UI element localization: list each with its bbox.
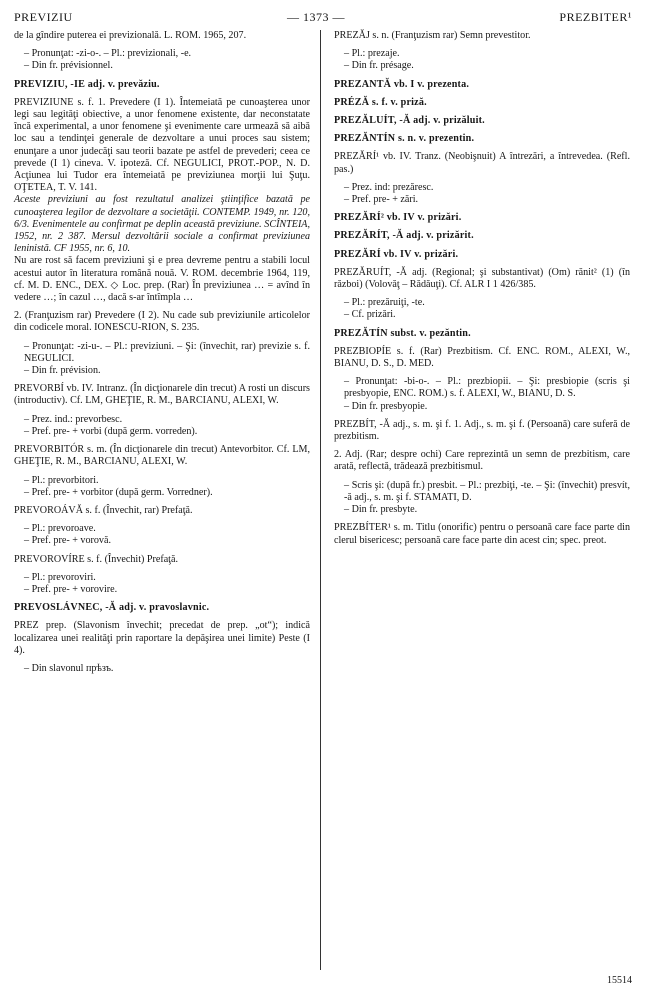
entry: PREVORBÍ vb. IV. Intranz. (În dicţionarele din trecut) A rosti un discurs (introductiv). Cf. LM, GHEŢIE, R. M., BARCIANU, ALEXI, W. [14, 383, 310, 407]
entry: PREZĂRÍ² vb. IV v. prizări. [334, 212, 462, 224]
entry: – Prez. ind: prezăresc. – Pref. pre- + zări. [344, 181, 434, 206]
entry: PREZĂLUÍT, -Ă adj. v. prizăluit. [334, 115, 485, 127]
header-left: PREVIZIU [14, 9, 73, 24]
entry: PREVORBITÓR s. m. (În dicţionarele din trecut) Antevorbitor. Cf. LM, GHEŢIE, R. M., BARCIANU, ALEXI, W. [14, 444, 310, 468]
entry: PREZĂRÍ vb. IV v. prizări. [334, 248, 459, 260]
entry: PRÉZĂ s. f. v. priză. [334, 96, 427, 108]
header-right: PREZBITER¹ [559, 9, 632, 24]
running-header [14, 8, 632, 26]
entry: PREVIZIUNE s. f. 1. Prevedere (I 1). Întemeiată pe cunoaşterea unor legi sau legităţi obiective, a unor fenomene existente, dar neconstatate încă experimental, a unor fenomene şi evenimente care urmează să aibă loc sau a tendinţei generale de dezvoltare a unui proces sau sistem; enunţare a unor judecăţi sau teorii bazate pe astfel de prevederi; ceea ce prevede (I 1) cineva. V. ipoteză. Cf. NEGULICI, PROT.-POP., N. D. Acţiunea lui Tudor era întemeiată pe previziunea morţii lui Şuţu. OŢETEA, T. V. 141. Aceste previziuni au fost rezultatul analizei ştiinţifice bazată pe cunoaşterea legilor de dezvoltare a societăţii. CONTEMP. 1949, nr. 120, 6/3. Evenimentele au confirmat pe deplin această previziune. SCÎNTEIA, 1952, nr. 2 387. Mersul dezvoltării sociale a confirmat previziunea leninistă. CF 1955, nr. 6, 10. Nu are rost să facem previziuni şi e prea devreme pentru a stabili locul acestui autor în literatura română nouă. V. ROM. decembrie 1964, 119, cf. M. D. ENC., DEX. ◇ Loc. prep. (Rar) În previziunea … = avînd în vedere …; în cazul …, dacă s-ar întîmpla … [14, 96, 310, 304]
entry: – Pronunţat: -zi-o-. – Pl.: previzionali, -e. – Din fr. prévisionnel. [24, 48, 192, 72]
entry: PREZBÍTER¹ s. m. Titlu (onorific) pentru o persoană care face parte din clerul bisericesc; persoană care face parte din acest cin; spec. preot. [334, 522, 630, 546]
entry: PREZĂRÍT, -Ă adj. v. prizărit. [334, 230, 474, 242]
entry: – Din slavonul прѣзъ. [24, 662, 114, 674]
entry: – Pl.: prezaje. – Din fr. présage. [344, 48, 414, 72]
column-divider [320, 30, 321, 970]
page-number: 15514 [607, 975, 632, 986]
left-column [14, 30, 310, 681]
entry: PREZĂTÍN subst. v. pezăntin. [334, 327, 471, 339]
entry: – Pl.: prevoroave. – Pref. pre- + vorovă. [24, 523, 111, 547]
entry: PREZĂJ s. n. (Franţuzism rar) Semn prevestitor. [334, 30, 531, 41]
entry: PREVIZIU, -IE adj. v. prevăziu. [14, 78, 160, 90]
entry: – Prez. ind.: prevorbesc. – Pref. pre- + vorbi (după germ. vorreden). [24, 413, 198, 437]
entry: PREZĂRÍ¹ vb. IV. Tranz. (Neobişnuit) A întrezări, a întrevedea. (Refl. pas.) [334, 151, 630, 175]
entry: – Pl.: prezăruiţi, -te. – Cf. prizări. [344, 297, 425, 321]
entry: PREZBIOPÍE s. f. (Rar) Prezbitism. Cf. ENC. ROM., ALEXI, W., BIANU, D. S., D. MED. [334, 345, 630, 370]
right-column [334, 30, 630, 553]
entry: PREZĂRUÍT, -Ă adj. (Regional; şi substantivat) (Om) rănit² (1) (în război) (Volovăţ – Rădăuţi). Cf. ALR I 1 426/385. [334, 266, 630, 291]
entry: – Pl.: prevoroviri. – Pref. pre- + vorovire. [24, 571, 118, 595]
entry: – Pronunţat: -zi-u-. – Pl.: previziuni. – Şi: (învechit, rar) previzie s. f. NEGULICI. – Din fr. prévision. [24, 340, 310, 377]
entry: 2. Adj. (Rar; despre ochi) Care reprezintă un semn de prezbitism, care arată, reflectă, trădează prezbitismul. [334, 449, 630, 473]
entry: 2. (Franţuzism rar) Prevedere (I 2). Nu cade sub previziunile articolelor din codicele moral. IONESCU-RION, S. 235. [14, 310, 310, 334]
entry: – Pl.: prevorbitori. – Pref. pre- + vorbitor (după germ. Vorredner). [24, 474, 213, 498]
entry: – Scris şi: (după fr.) presbit. – Pl.: prezbiţi, -te. – Şi: (învechit) presvít, -ă adj., s. m. şi f. STAMATI, D. – Din fr. presbyte. [344, 479, 630, 516]
entry: PREVOSLÁVNEC, -Ă adj. v. pravoslavnic. [14, 602, 210, 614]
entry: PREZANTĂ vb. I v. prezenta. [334, 78, 470, 90]
entry: PREVOROVÍRE s. f. (Învechit) Prefaţă. [14, 553, 178, 565]
header-center: — 1373 — [287, 9, 346, 24]
entry: PREZ prep. (Slavonism învechit; precedat de prep. „ot“); indică localizarea unei realităţi prin raportare la depăşirea unei limite) Peste (I 4). [14, 620, 310, 656]
entry: PREZBÍT, -Ă adj., s. m. şi f. 1. Adj., s. m. şi f. (Persoană) care suferă de prezbitism. [334, 418, 630, 443]
entry: – Pronunţat: -bi-o-. – Pl.: prezbiopii. – Şi: presbiopie (scris şi presbyopie, ENC. ROM.) s. f. ALEXI, W., BIANU, D. S. – Din fr. presbyopie. [344, 376, 630, 412]
entry: PREZĂNTÍN s. n. v. prezentin. [334, 133, 475, 145]
entry: PREVOROÁVĂ s. f. (Învechit, rar) Prefaţă. [14, 504, 193, 516]
entry: de la gîndire puterea ei previzională. L. ROM. 1965, 207. [14, 30, 247, 41]
